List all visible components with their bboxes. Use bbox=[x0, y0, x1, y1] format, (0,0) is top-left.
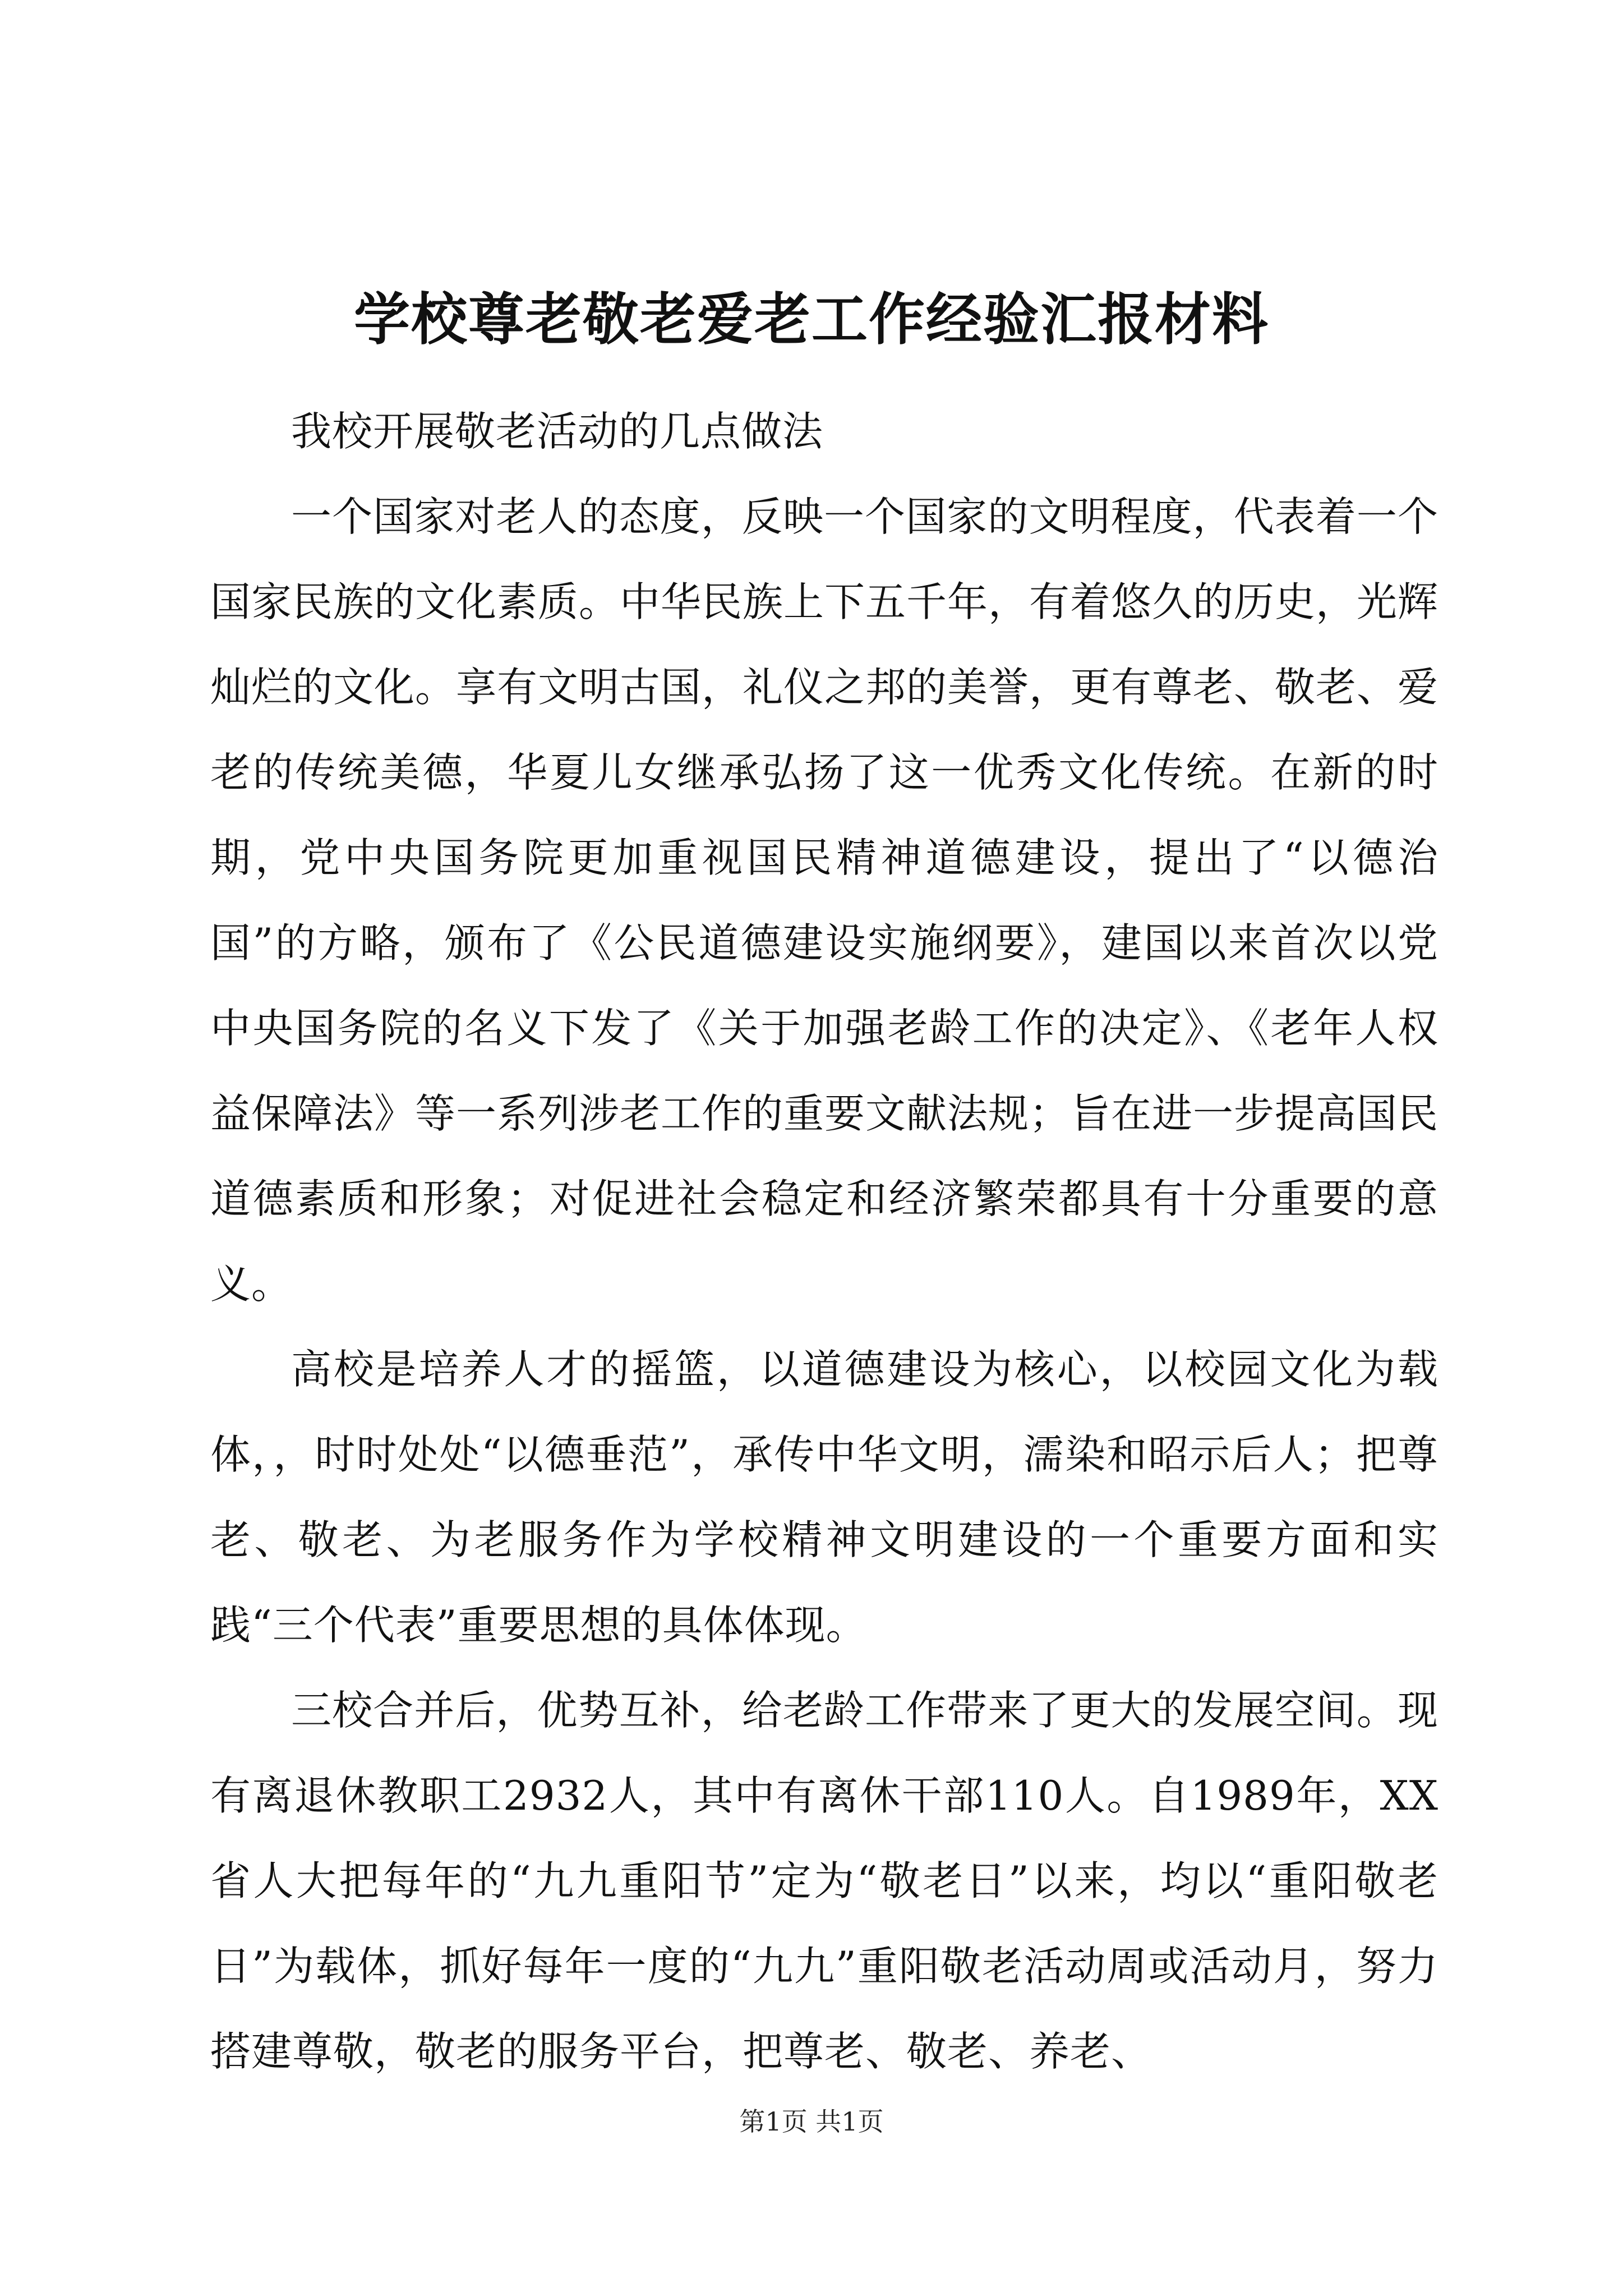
page-footer: 第1页 共1页 bbox=[739, 2106, 884, 2137]
paragraph-subtitle: 我校开展敬老活动的几点做法 bbox=[291, 408, 824, 455]
document-title: 学校尊老敬老爱老工作经验汇报材料 bbox=[354, 287, 1269, 352]
paragraph: 一个国家对老人的态度，反映一个国家的文明程度，代表着一个国家民族的文化素质。中华民族上下五千年，有着悠久的历史，光辉灿烂的文化。享有文明古国，礼仪之邦的美誉，更有尊老、敬老、爱老的传统美德，华夏儿女继承弘扬了这一优秀文化传统。在新的时期，党中央国务院更加重视国民精神道德建设，提出了“以德治国”的方略，颁布了《公民道德建设实施纲要》，建国以来首次以党中央国务院的名义下发了《关于加强老龄工作的决定》、《老年人权益保障法》等一系列涉老工作的重要文献法规；旨在进一步提高国民道德素质和形象；对促进社会稳定和经济繁荣都具有十分重要的意义。 bbox=[210, 493, 1439, 1308]
paragraph: 高校是培养人才的摇篮，以道德建设为核心，以校园文化为载体，，时时处处“以德垂范”，承传中华文明，濡染和昭示后人；把尊老、敬老、为老服务作为学校精神文明建设的一个重要方面和实践“三个代表”重要思想的具体体现。 bbox=[210, 1346, 1438, 1649]
document-body bbox=[210, 389, 1438, 2094]
paragraph: 三校合并后，优势互补，给老龄工作带来了更大的发展空间。现有离退休教职工2932人，其中有离休干部110人。自1989年，XX省人大把每年的“九九重阳节”定为“敬老日”以来，均以“重阳敬老日”为载体，抓好每年一度的“九九”重阳敬老活动周或活动月，努力搭建尊敬，敬老的服务平台，把尊老、敬老、养老、 bbox=[210, 1687, 1438, 2075]
